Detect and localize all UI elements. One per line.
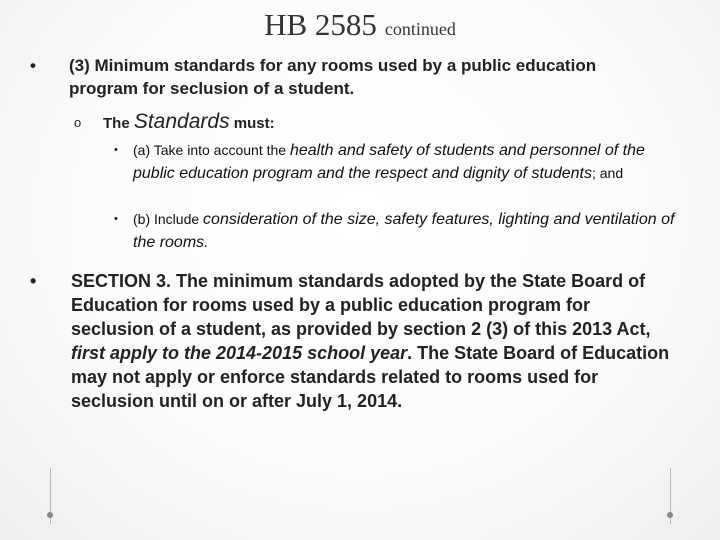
section-3-emphasis: first apply to the 2014-2015 school year <box>71 343 408 363</box>
section-3-suffix: . The State Board of Education may not apply or enforce standards related to rooms used for seclusion until on or after July 1, 2014. <box>71 343 670 411</box>
section-3-prefix: SECTION 3. The minimum standards adopted by the State Board of Education for rooms used by a public education program for seclusion of a student, as provided by section 2 (3) of this 2013 Act, <box>71 271 651 339</box>
sub-bullet-marker: o <box>74 115 82 130</box>
sub-bullet-suffix: must: <box>229 115 275 132</box>
sub-sub-b-emphasis: consideration of the size, safety features, lighting and ventilation of the rooms. <box>133 211 675 251</box>
bullet-section-3 <box>30 269 671 413</box>
sub-sub-b-prefix: (b) Include <box>133 211 204 227</box>
sub-bullet-standards-must <box>74 109 275 137</box>
bullet-marker: • <box>30 56 36 75</box>
bullet-text: (3) Minimum standards for any rooms used by a public education program for seclusion of a student. <box>69 56 597 98</box>
bullet-minimum-standards <box>30 54 629 100</box>
sub-bullet-emphasis: Standards <box>133 110 230 133</box>
sub-sub-a-emphasis: health and safety of students and personnel of the public education program and the respect and dignity of students <box>133 142 645 182</box>
bullet-marker: • <box>30 271 37 291</box>
sub-sub-bullet-marker: • <box>114 144 118 156</box>
sub-sub-bullet-a <box>114 139 685 185</box>
title-suffix: continued <box>384 19 456 39</box>
sub-bullet-prefix: The <box>103 115 134 132</box>
sub-sub-a-prefix: (a) Take into account the <box>133 142 290 158</box>
title-main: HB 2585 <box>264 7 377 42</box>
frame-dot-left <box>47 512 53 518</box>
sub-sub-bullet-marker: • <box>114 213 118 225</box>
frame-dot-right <box>667 512 673 518</box>
sub-sub-bullet-b <box>114 208 685 254</box>
sub-sub-a-suffix: ; and <box>591 165 624 181</box>
slide-title <box>0 6 720 43</box>
